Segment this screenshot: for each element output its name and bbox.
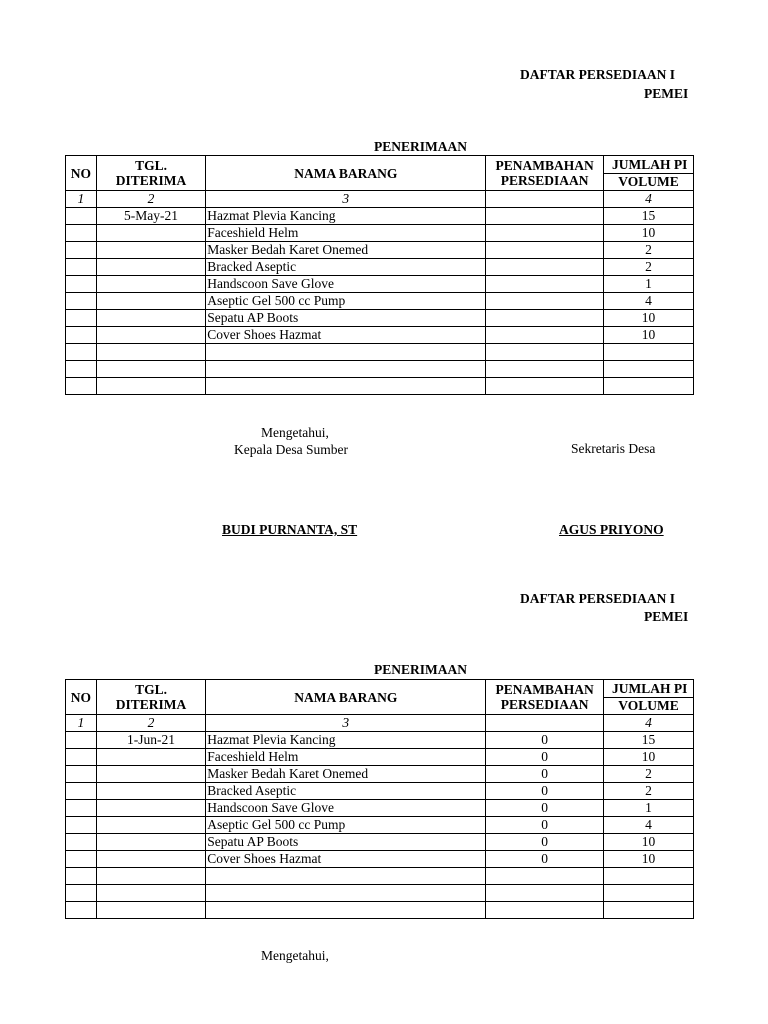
cell-no — [66, 276, 97, 293]
table-row — [66, 851, 694, 868]
cell-nama-barang: Faceshield Helm — [206, 749, 486, 766]
cell-penambahan — [486, 885, 604, 902]
cell-volume: 10 — [604, 327, 694, 344]
cell-tgl-diterima — [96, 885, 205, 902]
cell-penambahan: 0 — [486, 817, 604, 834]
cell-volume: 2 — [604, 783, 694, 800]
cell-penambahan — [486, 293, 604, 310]
section-subtitle: PENERIMAAN — [374, 139, 467, 154]
cell-tgl-diterima — [96, 817, 205, 834]
cell-no — [66, 834, 97, 851]
table-row — [66, 902, 694, 919]
cell-penambahan — [486, 868, 604, 885]
sekretaris-desa-role: Sekretaris Desa — [571, 441, 656, 456]
cell-no — [66, 344, 97, 361]
col-number — [486, 191, 604, 208]
cell-no — [66, 885, 97, 902]
table-row — [66, 378, 694, 395]
cell-no — [66, 766, 97, 783]
cell-nama-barang: Cover Shoes Hazmat — [206, 327, 486, 344]
cell-no — [66, 378, 97, 395]
cell-no — [66, 242, 97, 259]
kepala-desa-role: Kepala Desa Sumber — [234, 442, 348, 457]
col-number: 4 — [604, 715, 694, 732]
cell-nama-barang: Handscoon Save Glove — [206, 276, 486, 293]
report-title-line1: DAFTAR PERSEDIAAN I — [520, 591, 676, 606]
cell-no — [66, 361, 97, 378]
cell-penambahan: 0 — [486, 851, 604, 868]
cell-tgl-diterima — [96, 361, 205, 378]
cell-tgl-diterima — [96, 868, 205, 885]
cell-tgl-diterima — [96, 851, 205, 868]
cell-penambahan — [486, 208, 604, 225]
report-title-line1: DAFTAR PERSEDIAAN I — [520, 67, 676, 82]
table-row — [66, 783, 694, 800]
cell-volume — [604, 902, 694, 919]
cell-no — [66, 259, 97, 276]
cell-tgl-diterima — [96, 749, 205, 766]
cell-tgl-diterima — [96, 310, 205, 327]
table-row — [66, 766, 694, 783]
cell-volume: 10 — [604, 834, 694, 851]
cell-nama-barang: Aseptic Gel 500 cc Pump — [206, 817, 486, 834]
cell-volume: 1 — [604, 800, 694, 817]
cell-no — [66, 851, 97, 868]
cell-nama-barang: Sepatu AP Boots — [206, 310, 486, 327]
header-nama-barang: NAMA BARANG — [206, 680, 486, 715]
mengetahui-label: Mengetahui, — [261, 425, 329, 440]
cell-no — [66, 817, 97, 834]
cell-nama-barang: Masker Bedah Karet Onemed — [206, 242, 486, 259]
header-penambahan-line1: PENAMBAHAN — [495, 682, 594, 697]
cell-no — [66, 732, 97, 749]
cell-volume — [604, 361, 694, 378]
cell-tgl-diterima — [96, 276, 205, 293]
cell-penambahan: 0 — [486, 766, 604, 783]
col-number: 1 — [66, 191, 97, 208]
cell-tgl-diterima: 5-May-21 — [96, 208, 205, 225]
table-row — [66, 834, 694, 851]
cell-no — [66, 327, 97, 344]
cell-penambahan: 0 — [486, 783, 604, 800]
col-number: 3 — [206, 715, 486, 732]
cell-nama-barang: Bracked Aseptic — [206, 259, 486, 276]
cell-volume: 1 — [604, 276, 694, 293]
table-row — [66, 276, 694, 293]
cell-volume: 4 — [604, 817, 694, 834]
cell-no — [66, 868, 97, 885]
cell-nama-barang — [206, 902, 486, 919]
table-row — [66, 208, 694, 225]
cell-penambahan: 0 — [486, 834, 604, 851]
cell-volume: 2 — [604, 766, 694, 783]
inventory-table — [65, 155, 694, 395]
cell-penambahan — [486, 361, 604, 378]
cell-penambahan — [486, 902, 604, 919]
header-tgl-line2: DITERIMA — [115, 173, 187, 188]
header-tgl-line1: TGL. — [135, 158, 167, 173]
header-penambahan — [486, 680, 604, 715]
table-row — [66, 242, 694, 259]
cell-tgl-diterima — [96, 327, 205, 344]
col-number — [486, 715, 604, 732]
header-tgl-line2: DITERIMA — [115, 697, 187, 712]
table-row — [66, 310, 694, 327]
header-volume: VOLUME — [604, 697, 694, 715]
cell-no — [66, 225, 97, 242]
cell-tgl-diterima — [96, 344, 205, 361]
cell-penambahan: 0 — [486, 800, 604, 817]
col-number: 2 — [96, 191, 205, 208]
cell-tgl-diterima — [96, 225, 205, 242]
col-number: 4 — [604, 191, 694, 208]
table-row — [66, 749, 694, 766]
cell-tgl-diterima — [96, 834, 205, 851]
cell-nama-barang — [206, 378, 486, 395]
section-subtitle: PENERIMAAN — [374, 662, 467, 677]
cell-tgl-diterima — [96, 242, 205, 259]
cell-nama-barang: Handscoon Save Glove — [206, 800, 486, 817]
table-row — [66, 293, 694, 310]
cell-no — [66, 902, 97, 919]
header-penambahan-line1: PENAMBAHAN — [495, 158, 594, 173]
cell-no — [66, 800, 97, 817]
table-row — [66, 225, 694, 242]
header-jumlah: JUMLAH PI — [604, 156, 694, 174]
report-title-line2: PEMEI — [644, 609, 689, 624]
inventory-table — [65, 679, 694, 919]
header-tgl — [96, 680, 205, 715]
cell-penambahan — [486, 344, 604, 361]
kepala-desa-name: BUDI PURNANTA, ST — [222, 522, 358, 537]
cell-penambahan — [486, 242, 604, 259]
cell-no — [66, 783, 97, 800]
col-number: 1 — [66, 715, 97, 732]
header-penambahan-line2: PERSEDIAAN — [500, 173, 589, 188]
cell-nama-barang: Hazmat Plevia Kancing — [206, 732, 486, 749]
cell-volume — [604, 344, 694, 361]
cell-tgl-diterima — [96, 378, 205, 395]
header-penambahan-line2: PERSEDIAAN — [500, 697, 589, 712]
cell-tgl-diterima — [96, 766, 205, 783]
cell-no — [66, 749, 97, 766]
cell-nama-barang — [206, 361, 486, 378]
header-nama-barang: NAMA BARANG — [206, 156, 486, 191]
header-no: NO — [66, 680, 97, 715]
header-tgl-line1: TGL. — [135, 682, 167, 697]
column-number-row — [66, 715, 694, 732]
cell-volume: 10 — [604, 310, 694, 327]
cell-volume: 10 — [604, 851, 694, 868]
cell-nama-barang: Hazmat Plevia Kancing — [206, 208, 486, 225]
cell-nama-barang — [206, 885, 486, 902]
cell-nama-barang — [206, 344, 486, 361]
cell-penambahan: 0 — [486, 732, 604, 749]
table-row — [66, 868, 694, 885]
cell-penambahan — [486, 225, 604, 242]
cell-nama-barang: Bracked Aseptic — [206, 783, 486, 800]
header-no: NO — [66, 156, 97, 191]
cell-penambahan: 0 — [486, 749, 604, 766]
cell-tgl-diterima — [96, 902, 205, 919]
cell-volume — [604, 378, 694, 395]
table-row — [66, 800, 694, 817]
sekretaris-desa-name: AGUS PRIYONO — [559, 522, 664, 537]
header-jumlah: JUMLAH PI — [604, 680, 694, 698]
cell-tgl-diterima — [96, 800, 205, 817]
cell-penambahan — [486, 378, 604, 395]
cell-volume: 2 — [604, 242, 694, 259]
cell-volume — [604, 885, 694, 902]
cell-volume — [604, 868, 694, 885]
cell-nama-barang: Faceshield Helm — [206, 225, 486, 242]
table-row — [66, 732, 694, 749]
mengetahui-label: Mengetahui, — [261, 948, 329, 963]
cell-nama-barang: Cover Shoes Hazmat — [206, 851, 486, 868]
header-tgl — [96, 156, 205, 191]
table-row — [66, 344, 694, 361]
cell-tgl-diterima — [96, 293, 205, 310]
header-volume: VOLUME — [604, 173, 694, 191]
cell-penambahan — [486, 276, 604, 293]
table-row — [66, 259, 694, 276]
cell-tgl-diterima — [96, 259, 205, 276]
cell-no — [66, 293, 97, 310]
cell-tgl-diterima: 1-Jun-21 — [96, 732, 205, 749]
cell-volume: 15 — [604, 732, 694, 749]
col-number: 3 — [206, 191, 486, 208]
cell-volume: 15 — [604, 208, 694, 225]
cell-tgl-diterima — [96, 783, 205, 800]
table-row — [66, 817, 694, 834]
cell-volume: 2 — [604, 259, 694, 276]
cell-volume: 10 — [604, 225, 694, 242]
table-row — [66, 327, 694, 344]
table-row — [66, 885, 694, 902]
cell-no — [66, 208, 97, 225]
cell-nama-barang: Masker Bedah Karet Onemed — [206, 766, 486, 783]
table-row — [66, 361, 694, 378]
cell-penambahan — [486, 310, 604, 327]
cell-penambahan — [486, 327, 604, 344]
report-title-line2: PEMEI — [644, 86, 689, 101]
header-penambahan — [486, 156, 604, 191]
col-number: 2 — [96, 715, 205, 732]
cell-no — [66, 310, 97, 327]
cell-volume: 4 — [604, 293, 694, 310]
cell-nama-barang — [206, 868, 486, 885]
column-number-row — [66, 191, 694, 208]
cell-penambahan — [486, 259, 604, 276]
cell-nama-barang: Sepatu AP Boots — [206, 834, 486, 851]
cell-nama-barang: Aseptic Gel 500 cc Pump — [206, 293, 486, 310]
cell-volume: 10 — [604, 749, 694, 766]
